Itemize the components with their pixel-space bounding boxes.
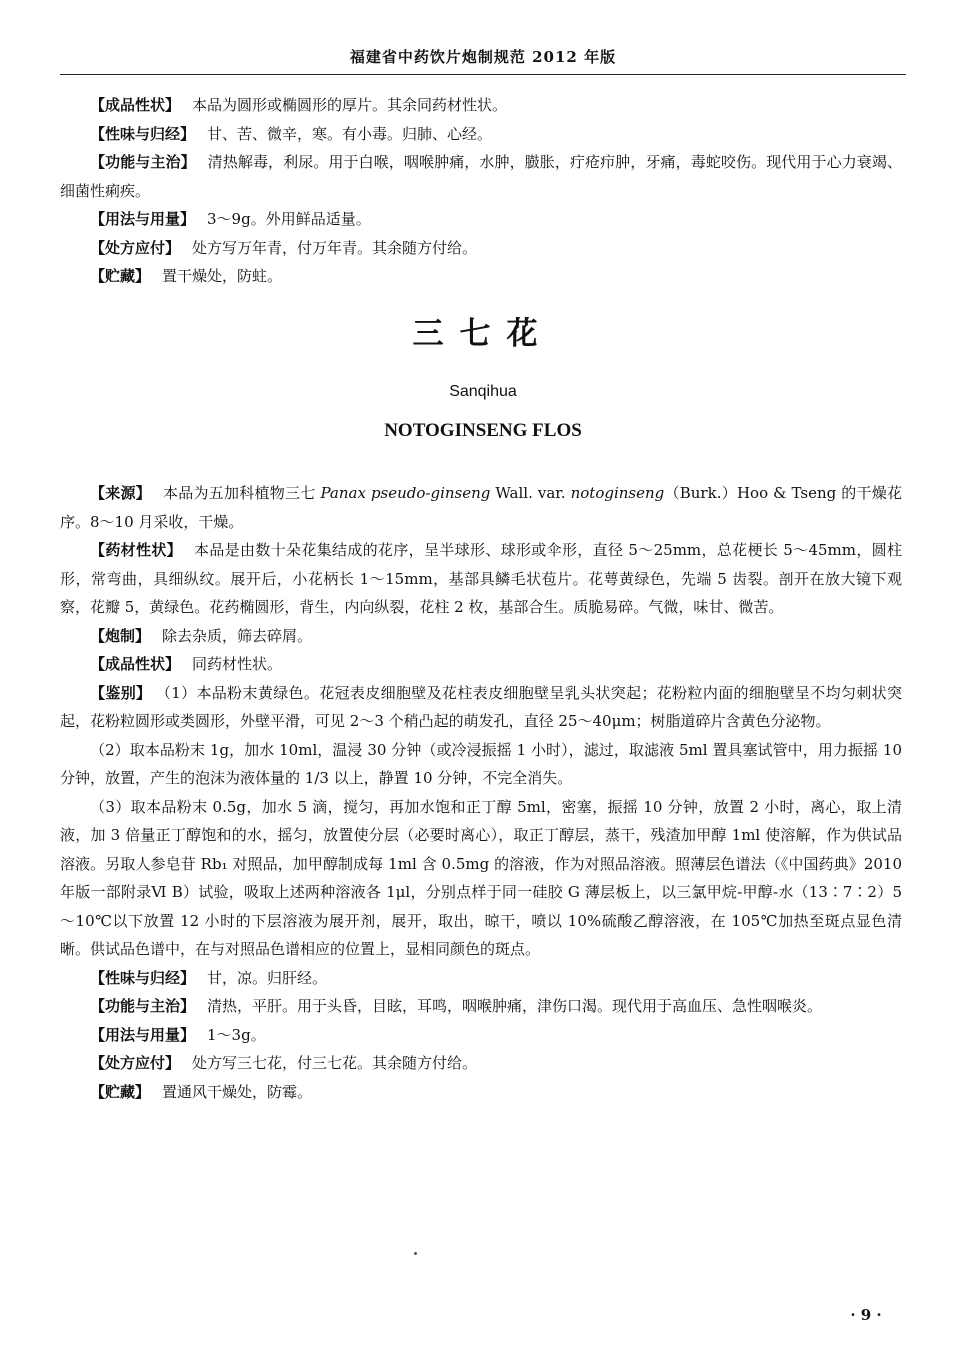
section-taste-meridian: 【性味与归经】 甘，凉。归肝经。 — [90, 968, 328, 987]
header-rule — [60, 74, 906, 75]
prev-section: 【性味与归经】 甘、苦、微辛，寒。有小毒。归肺、心经。 — [90, 124, 493, 143]
section-crude-description: 【药材性状】 本品是由数十朵花集结成的花序，呈半球形、球形或伞形，直径 5～25mm，总花梗长 5～45mm，圆柱形，常弯曲，具细纵纹。展开后，小花柄长 1～15mm，基部具鳞毛状苞片。花萼黄绿色，先端 5 齿裂。剖开在放大镜下观察，花瓣 5，黄绿色。花药椭圆形，背生，内向纵裂，花柱 2 枚，基部合生。质脆易碎。气微，味甘、微苦。 — [60, 541, 902, 616]
scan-speck — [414, 1252, 417, 1255]
running-header: 福建省中药饮片炮制规范 2012 年版 — [349, 48, 617, 66]
section-dosage: 【用法与用量】 1～3g。 — [90, 1025, 266, 1044]
section-storage: 【贮藏】 置通风干燥处，防霉。 — [90, 1082, 313, 1101]
entry-title-latin: NOTOGINSENG FLOS — [384, 420, 582, 441]
prev-section: 【功能与主治】 清热解毒，利尿。用于白喉，咽喉肿痛，水肿，臌胀，疔疮疖肿，牙痛，毒蛇咬伤。现代用于心力衰竭、细菌性痢疾。 — [60, 153, 902, 200]
source-section: 【来源】 本品为五加科植物三七 Panax pseudo-ginseng Wall. var. notoginseng（Burk.）Hoo & Tseng 的干燥花序。8～10 月采收，干燥。 — [60, 484, 902, 531]
section-processing: 【炮制】 除去杂质，筛去碎屑。 — [90, 626, 313, 645]
prev-section: 【处方应付】 处方写万年青，付万年青。其余随方付给。 — [90, 238, 478, 257]
entry-title-cn: 三七花 — [412, 316, 554, 352]
section-product-description: 【成品性状】 同药材性状。 — [90, 655, 283, 673]
section-functions: 【功能与主治】 清热，平肝。用于头昏，目眩，耳鸣，咽喉肿痛，津伤口渴。现代用于高血压、急性咽喉炎。 — [90, 997, 823, 1015]
section-prescription: 【处方应付】 处方写三七花，付三七花。其余随方付给。 — [90, 1054, 478, 1072]
prev-section: 【用法与用量】 3～9g。外用鲜品适量。 — [90, 210, 371, 228]
prev-entry — [60, 91, 902, 291]
prev-section: 【成品性状】 本品为圆形或椭圆形的厚片。其余同药材性状。 — [90, 96, 508, 114]
entry-body — [60, 479, 902, 1106]
identification-2: （2）取本品粉末 1g，加水 10ml，温浸 30 分钟（或冷浸振摇 1 小时），滤过，取滤液 5ml 置具塞试管中，用力振摇 10 分钟，放置，产生的泡沫为液体量的 1/3 以上，静置 10 分钟，不完全消失。 — [60, 740, 902, 787]
page-number: · 9 · — [850, 1306, 882, 1324]
prev-section: 【贮藏】 置干燥处，防蛀。 — [90, 267, 283, 285]
variety-name: notoginseng — [570, 484, 665, 502]
entry-title-pinyin: Sanqihua — [449, 383, 517, 400]
section-identification: 【鉴别】 （1）本品粉末黄绿色。花冠表皮细胞壁及花柱表皮细胞壁呈乳头状突起；花粉粒内面的细胞壁呈不均匀刺状突起，花粉粒圆形或类圆形，外壁平滑，可见 2～3 个稍凸起的萌发孔，直径 25～40μm；树脂道碎片含黄色分泌物。 — [60, 683, 902, 730]
identification-3: （3）取本品粉末 0.5g，加水 5 滴，搅匀，再加水饱和正丁醇 5ml，密塞，振摇 10 分钟，放置 2 小时，离心，取上清液，加 3 倍量正丁醇饱和的水，摇匀，放置使分层（必要时离心），取正丁醇层，蒸干，残渣加甲醇 1ml 使溶解，作为供试品溶液。另取人参皂苷 Rb₁ 对照品，加甲醇制成每 1ml 含 0.5mg 的溶液，作为对照品溶液。照薄层色谱法（《中国药典》2010 年版一部附录Ⅵ B）试验，吸取上述两种溶液各 1μl，分别点样于同一硅胶 G 薄层板上，以三氯甲烷-甲醇-水（13∶7∶2）5～10℃以下放置 12 小时的下层溶液为展开剂，展开，取出，晾干，喷以 10%硫酸乙醇溶液，在 105℃加热至斑点显色清晰。供试品色谱中，在与对照品色谱相应的位置上，显相同颜色的斑点。 — [60, 797, 902, 958]
species-name: Panax pseudo-ginseng — [320, 484, 491, 502]
